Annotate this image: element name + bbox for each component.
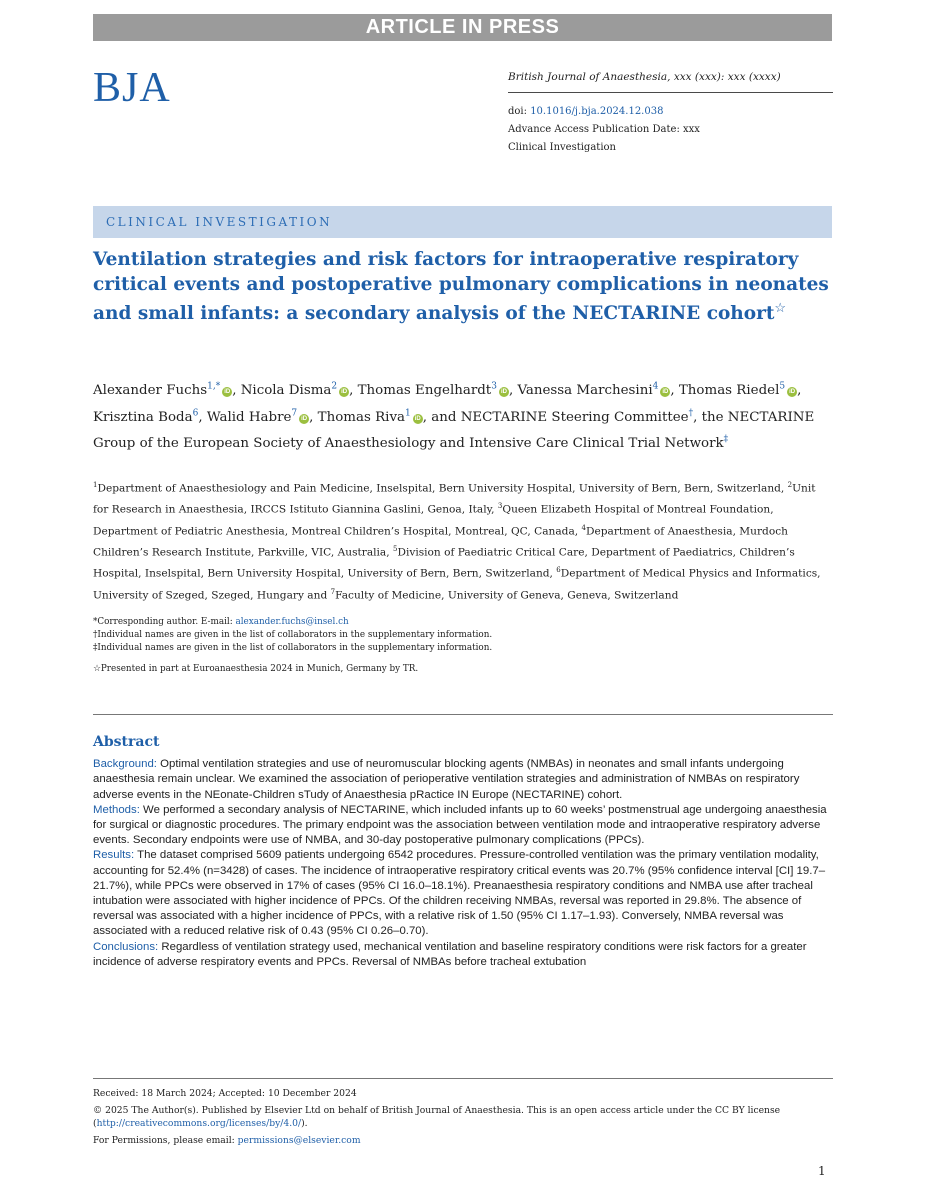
advance-access: Advance Access Publication Date: xxx [508, 124, 700, 135]
license-statement [93, 1104, 833, 1130]
orcid-icon[interactable]: iD [414, 415, 421, 422]
orcid-icon[interactable]: iD [224, 389, 231, 396]
affiliation-number: 1 [93, 481, 98, 489]
license-end: ). [301, 1118, 308, 1129]
conclusions-text: Regardless of ventilation strategy used, mechanical ventilation and baseline respiratory conditions were risk factors for a greater incidence of adverse respiratory events and PPCs. Reversal of NMBAs before tracheal extubation [93, 940, 807, 968]
double-dagger-footnote: ‡Individual names are given in the list of collaborators in the supplementary information. [93, 642, 493, 653]
abstract-conclusions [93, 940, 833, 970]
conclusions-label: Conclusions: [93, 940, 159, 953]
author-affiliation-mark[interactable]: 1 [405, 408, 411, 419]
affiliation-text: Department of Anaesthesiology and Pain Medicine, Inselspital, Bern University Hospital, University of Bern, Bern, Switzerland, [97, 482, 788, 495]
orcid-icon[interactable]: iD [500, 389, 507, 396]
author-affiliation-mark[interactable]: 7 [291, 408, 298, 419]
author-separator: , [309, 409, 318, 425]
permissions-email-link[interactable]: permissions@elsevier.com [237, 1135, 361, 1146]
author [318, 410, 461, 425]
author-name: Thomas Riva [317, 409, 405, 425]
abstract-results [93, 848, 833, 939]
author [241, 383, 358, 398]
author-affiliation-mark[interactable]: 6 [192, 408, 199, 419]
orcid-icon[interactable]: iD [301, 415, 308, 422]
author [461, 410, 702, 425]
author [679, 383, 802, 398]
article-in-press-banner: ARTICLE IN PRESS [93, 14, 832, 41]
orcid-icon[interactable]: iD [662, 389, 669, 396]
bja-logo[interactable]: BJA [93, 65, 171, 111]
author-name: Nicola Disma [240, 383, 332, 399]
section-label: CLINICAL INVESTIGATION [93, 206, 832, 238]
footnotes [93, 616, 833, 676]
author-separator: , [670, 383, 679, 399]
corresponding-label: *Corresponding author. E-mail: [93, 617, 236, 627]
background-text: Optimal ventilation strategies and use of neuromuscular blocking agents (NMBAs) in neonates and small infants undergoing anaesthesia remain unclear. We examined the association of perioperative ventilation strategies and administration of NMBAs on respiratory adverse events in the NEonate-Children sTudy of Anaesthesia pRactice IN Europe (NECTARINE) cohort. [93, 758, 800, 801]
affiliation-number: 3 [497, 502, 503, 511]
license-link[interactable]: http://creativecommons.org/licenses/by/4.0/ [96, 1118, 302, 1129]
author-name: Thomas Engelhardt [357, 383, 492, 399]
author [93, 410, 207, 425]
title-text: Ventilation strategies and risk factors for intraoperative respiratory critical events and postoperative pulmonary complications in neonates and small infants: a secondary analysis of the NECTARINE cohort [93, 249, 829, 325]
author-name: the NECTARINE Group of the European Society of Anaesthesiology and Intensive Care Clinical Trial Network [93, 409, 815, 452]
orcid-icon[interactable]: iD [341, 389, 348, 396]
page-number: 1 [818, 1164, 826, 1178]
author-separator: , [508, 383, 518, 399]
title-star-mark: ☆ [774, 301, 787, 316]
license-text: © 2025 The Author(s). Published by Elsevier Ltd on behalf of British Journal of Anaesthesia. This is an open access article under the CC BY license ( [93, 1105, 781, 1129]
doi-label: doi: [508, 106, 527, 117]
affiliation-text: Queen Elizabeth Hospital of Montreal Foundation, Department of Pediatric Anesthesia, Montreal Children’s Hospital, Montreal, QC, Canada, [93, 503, 774, 538]
abstract [93, 735, 833, 970]
author-name: Krisztina Boda [93, 409, 193, 425]
author-affiliation-mark[interactable]: 3 [491, 382, 497, 392]
author [207, 410, 318, 425]
permissions-label: For Permissions, please email: [93, 1135, 238, 1146]
abstract-methods [93, 803, 833, 849]
author-name: NECTARINE Steering Committee [460, 409, 689, 425]
corresponding-email-link[interactable]: alexander.fuchs@insel.ch [235, 617, 349, 627]
author-affiliation-mark[interactable]: 1,* [207, 382, 221, 392]
abstract-heading: Abstract [93, 734, 160, 750]
author-name: Vanessa Marchesini [517, 383, 653, 399]
affiliation-number: 6 [556, 566, 561, 575]
author-affiliation-mark[interactable]: 4 [652, 382, 659, 392]
journal-divider [508, 92, 833, 93]
affiliation-number: 2 [787, 481, 793, 489]
abstract-divider-top [93, 714, 833, 715]
doi-line [508, 103, 833, 121]
affiliation-number: 4 [581, 523, 586, 532]
affiliations [93, 477, 833, 605]
affiliation-number: 7 [330, 587, 336, 596]
affiliation-text: Department of Medical Physics and Informatics, University of Szeged, Szeged, Hungary and [93, 567, 821, 602]
article-type: Clinical Investigation [508, 142, 616, 153]
author-separator: , [693, 409, 702, 425]
journal-citation: British Journal of Anaesthesia, xxx (xxx): xxx (xxxx) [508, 71, 781, 83]
methods-label: Methods: [93, 803, 140, 816]
affiliation-number: 5 [392, 544, 398, 553]
affiliation-text: Faculty of Medicine, University of Geneva, Geneva, Switzerland [335, 589, 679, 602]
author-name: Thomas Riedel [678, 383, 780, 399]
author-separator: , [349, 383, 358, 399]
author-affiliation-mark[interactable]: † [688, 408, 694, 419]
background-label: Background: [93, 758, 157, 771]
permissions-line [93, 1134, 833, 1147]
footer-divider [93, 1078, 833, 1079]
author-list [93, 376, 833, 455]
author-affiliation-mark[interactable]: 2 [331, 382, 338, 392]
author-name: Walid Habre [206, 409, 292, 425]
abstract-background [93, 757, 833, 803]
received-dates: Received: 18 March 2024; Accepted: 10 December 2024 [93, 1088, 357, 1099]
author-separator: , [232, 383, 241, 399]
author-affiliation-mark[interactable]: ‡ [723, 434, 729, 445]
affiliation-text: Division of Paediatric Critical Care, Department of Paediatrics, Children’s Hospital, Inselspital, Bern University Hospital, University of Bern, Bern, Switzerland, [93, 546, 795, 580]
corresponding-author [93, 616, 833, 629]
author [93, 383, 241, 398]
author-separator: , and [422, 409, 461, 425]
journal-info [508, 70, 833, 157]
dagger-footnote: †Individual names are given in the list of collaborators in the supplementary information. [93, 629, 493, 640]
affiliation-text: Unit for Research in Anaesthesia, IRCCS Istituto Giannina Gaslini, Genoa, Italy, [93, 482, 816, 516]
author-separator: , [797, 383, 802, 399]
presented-footnote: ☆Presented in part at Euroanaesthesia 2024 in Munich, Germany by TR. [93, 664, 419, 675]
author-affiliation-mark[interactable]: 5 [779, 382, 786, 392]
author-separator: , [198, 409, 207, 425]
results-text: The dataset comprised 5609 patients undergoing 6542 procedures. Pressure-controlled ventilation was the primary ventilation modality, accounting for 52.4% (n=3428) of cases. The incidence of intraoperative respiratory critical events was 20.7% (95% confidence interval [CI] 19.7–21.7%), while PPCs were observed in 17% of cases (95% CI 16.0–18.1%). Preanaesthesia respiratory conditions and NMBA use after tracheal intubation were associated with higher incidence of PPCs. Of the children receiving NMBAs, reversal was reported in 29.8%. The absence of reversal was associated with a higher incidence of PPCs, with a relative risk of 1.50 (95% CI 1.17–1.93). Conversely, NMBA reversal was associated with a reduced relative risk of 0.43 (95% CI 0.26–0.70). [93, 849, 826, 938]
author [358, 383, 518, 398]
methods-text: We performed a secondary analysis of NECTARINE, which included infants up to 60 weeks’ postmenstrual age undergoing anaesthesia for surgical or diagnostic procedures. The primary endpoint was the association between ventilation mode and intraoperative respiratory adverse events. Secondary endpoints were use of NMBA, and 30-day postoperative pulmonary complications (PPCs). [93, 803, 827, 847]
results-label: Results: [93, 849, 135, 862]
article-title [93, 248, 833, 327]
author-name: Alexander Fuchs [93, 383, 208, 399]
orcid-icon[interactable]: iD [789, 389, 796, 396]
doi-link[interactable]: 10.1016/j.bja.2024.12.038 [530, 106, 664, 117]
affiliation-text: Department of Anaesthesia, Murdoch Children’s Research Institute, Parkville, VIC, Australia, [93, 525, 788, 559]
author [517, 383, 678, 398]
